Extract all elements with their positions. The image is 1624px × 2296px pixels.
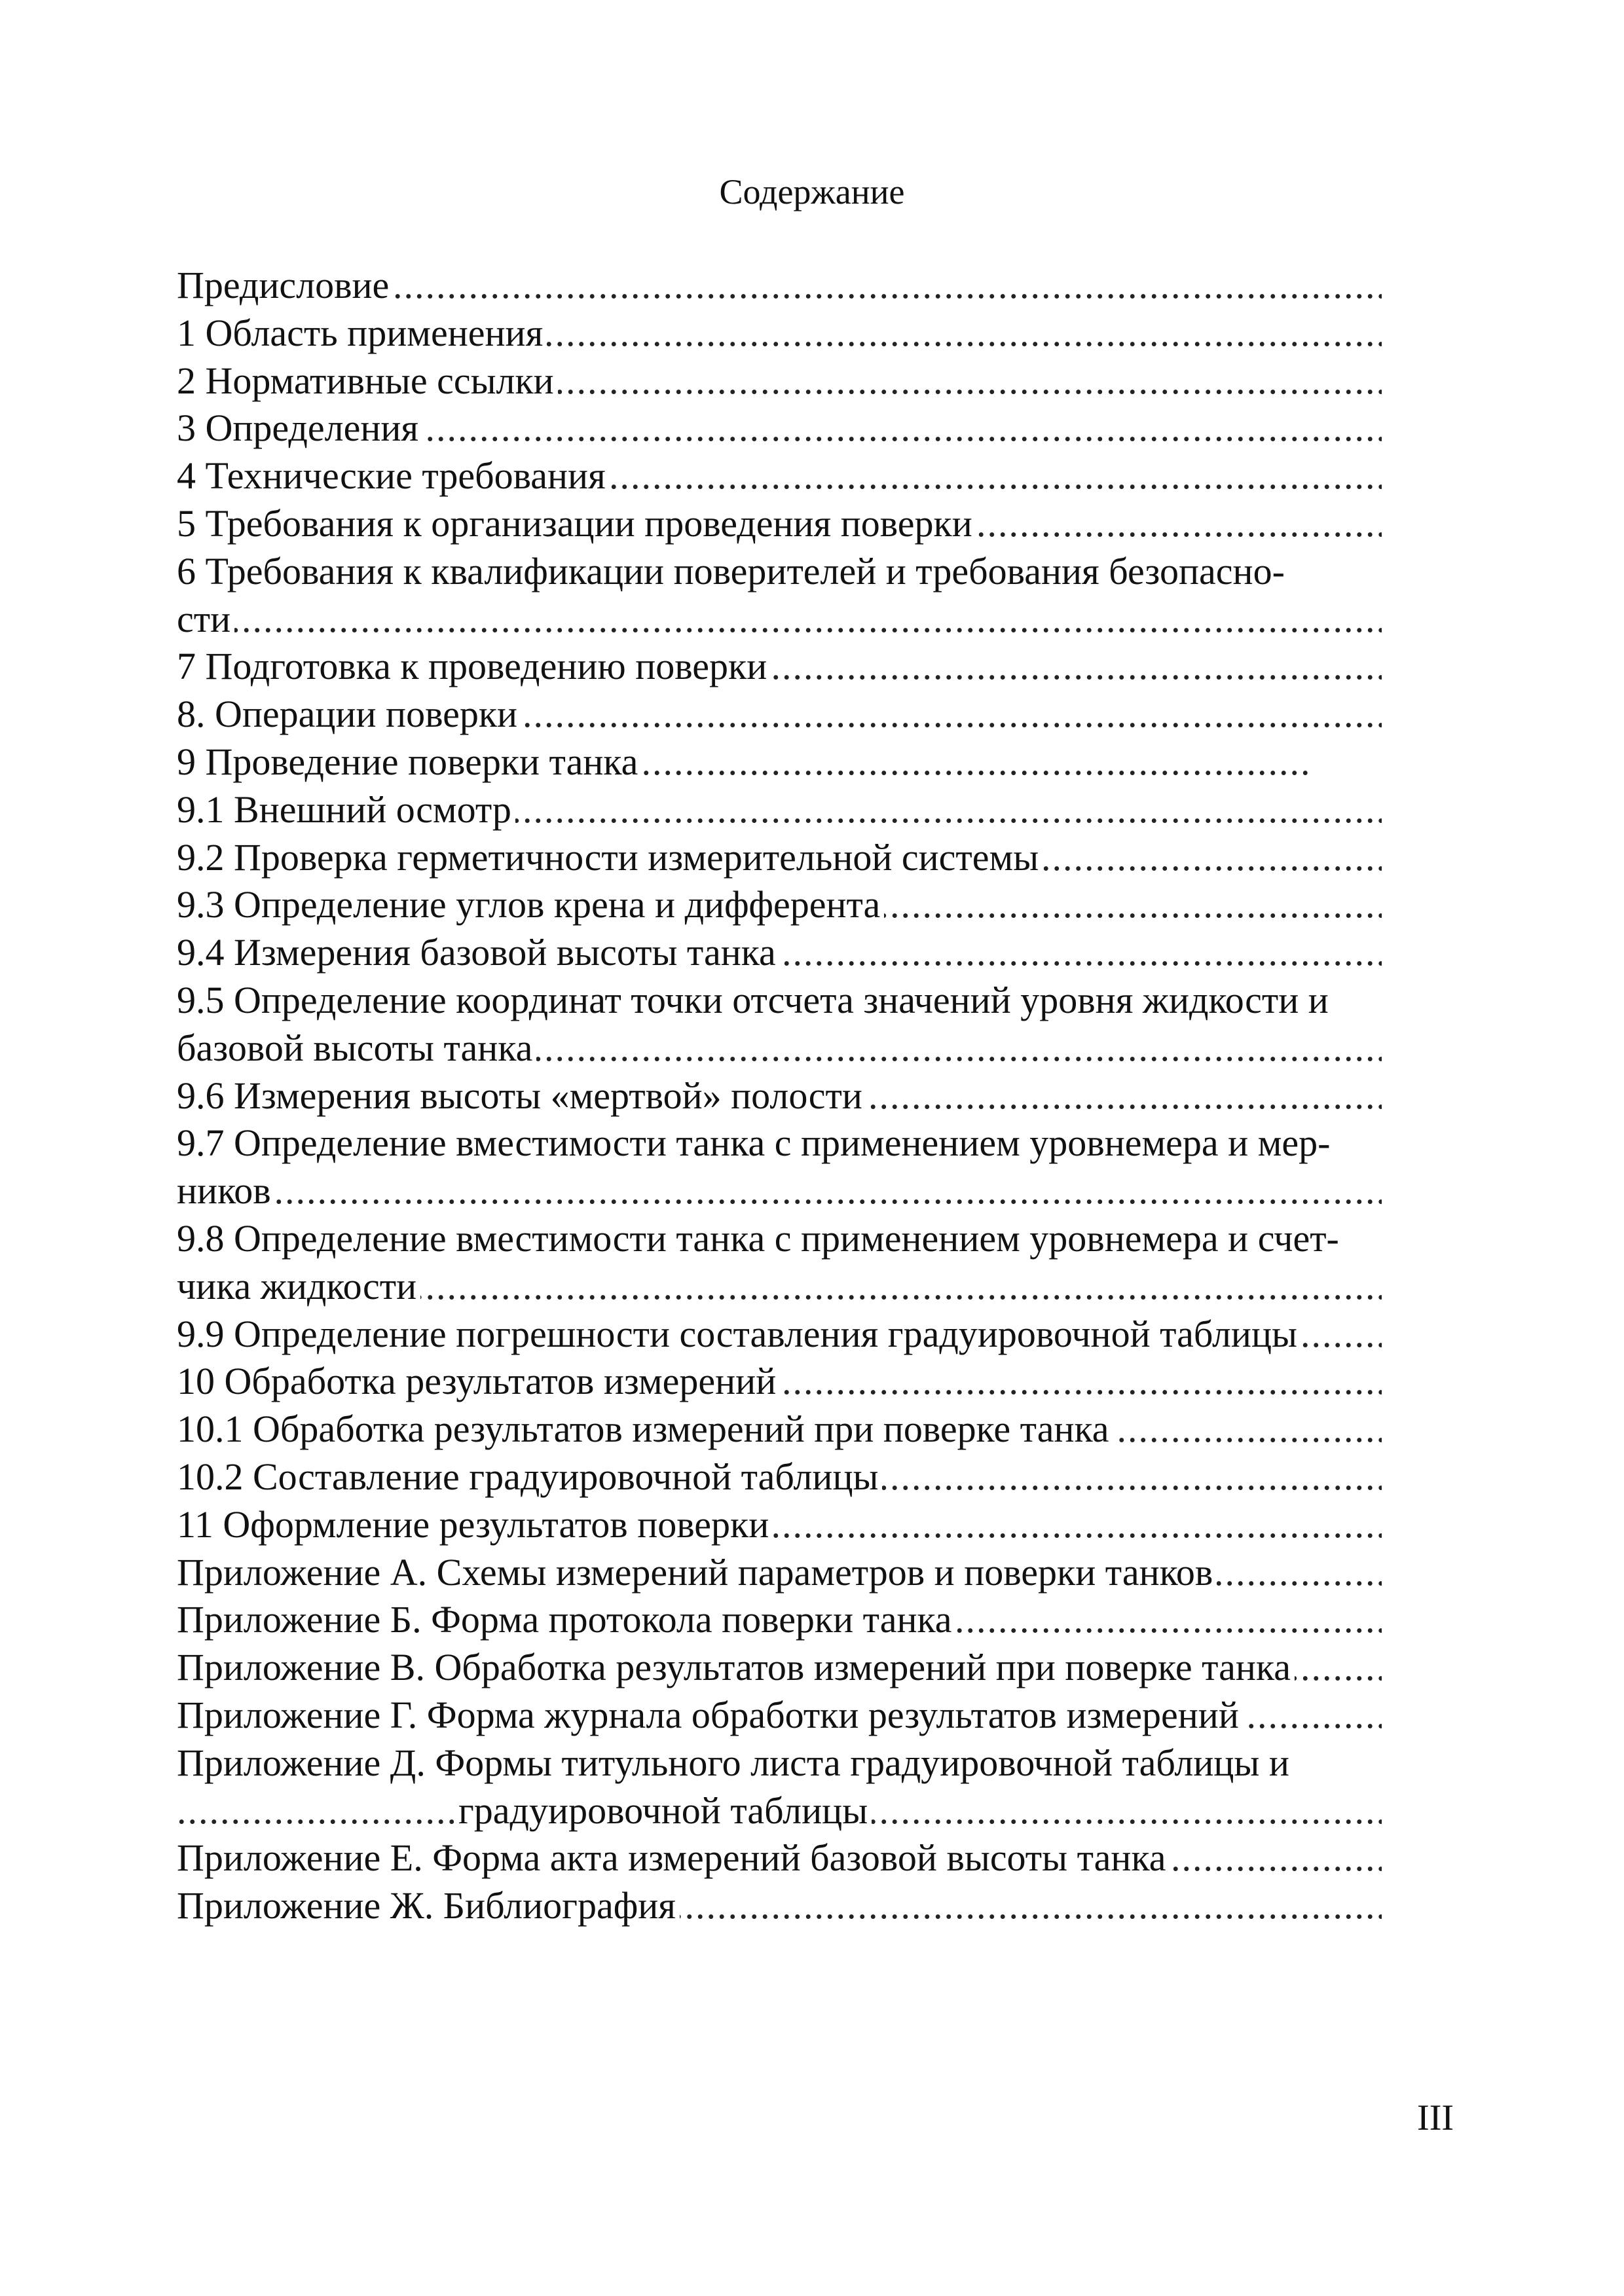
toc-entry-label: градуировочной таблицы xyxy=(458,1789,872,1832)
toc-entry-label: базовой высоты танка xyxy=(177,1027,536,1069)
table-of-contents xyxy=(177,262,1382,1930)
page-number: III xyxy=(1417,2098,1454,2138)
toc-entry[interactable] xyxy=(177,691,1382,738)
toc-entry-label: 7 Подготовка к проведению поверки xyxy=(177,645,771,687)
toc-entry[interactable] xyxy=(177,310,1382,357)
toc-entry[interactable] xyxy=(177,1120,1382,1167)
toc-entry[interactable] xyxy=(177,262,1382,310)
toc-entry[interactable] xyxy=(177,1311,1382,1358)
toc-entry-label: 10.1 Обработка результатов измерений при поверке танка xyxy=(177,1408,1113,1450)
toc-entry[interactable] xyxy=(177,738,1382,786)
toc-entry[interactable] xyxy=(177,452,1382,500)
toc-entry-label: Приложение Е. Форма акта измерений базовой высоты танка xyxy=(177,1836,1170,1879)
toc-entry-label: сти xyxy=(177,598,234,640)
toc-entry-label: 8. Операции поверки xyxy=(177,693,521,735)
toc-entry-label: 11 Оформление результатов поверки xyxy=(177,1503,773,1546)
toc-entry-label: 1 Область применения xyxy=(177,312,547,354)
toc-entry[interactable] xyxy=(177,1072,1382,1120)
toc-entry-label: 10.2 Составление градуировочной таблицы xyxy=(177,1455,882,1498)
toc-entry-label: Приложение Б. Форма протокола поверки танка xyxy=(177,1598,956,1641)
toc-entry[interactable] xyxy=(177,643,1382,691)
toc-entry-label: 10 Обработка результатов измерений xyxy=(177,1360,780,1402)
toc-entry-label: 9.1 Внешний осмотр xyxy=(177,788,515,831)
toc-entry-label: 3 Определения xyxy=(177,407,422,449)
toc-entry[interactable] xyxy=(177,1358,1382,1406)
toc-entry-label: 5 Требования к организации проведения поверки xyxy=(177,502,976,545)
toc-entry-label: 9.3 Определение углов крена и дифферента xyxy=(177,883,884,926)
toc-entry[interactable] xyxy=(177,786,1382,834)
toc-entry-label: 6 Требования к квалификации поверителей и требования безопасно- xyxy=(177,550,1289,592)
toc-entry[interactable] xyxy=(177,1215,1382,1263)
toc-entry-continuation[interactable] xyxy=(177,1263,1382,1311)
toc-entry-label: 9.4 Измерения базовой высоты танка xyxy=(177,931,780,974)
toc-entry[interactable] xyxy=(177,1644,1382,1692)
toc-entry[interactable] xyxy=(177,548,1382,596)
toc-entry-label: Приложение Г. Форма журнала обработки результатов измерений xyxy=(177,1694,1243,1736)
toc-entry[interactable] xyxy=(177,834,1382,882)
toc-entry-label: 9.5 Определение координат точки отсчета значений уровня жидкости и xyxy=(177,979,1333,1021)
toc-entry-label: Приложение В. Обработка результатов измерений при поверке танка xyxy=(177,1646,1295,1688)
toc-entry[interactable] xyxy=(177,1549,1382,1597)
toc-entry[interactable] xyxy=(177,929,1382,977)
toc-entry[interactable] xyxy=(177,500,1382,548)
toc-entry[interactable] xyxy=(177,1740,1382,1787)
dot-leader xyxy=(177,1167,1382,1215)
toc-entry-label: 2 Нормативные ссылки xyxy=(177,359,558,402)
toc-entry-label: Приложение А. Схемы измерений параметров и поверки танков xyxy=(177,1551,1217,1594)
toc-entry[interactable] xyxy=(177,1406,1382,1453)
toc-entry[interactable] xyxy=(177,1501,1382,1549)
toc-entry-label: 9.2 Проверка герметичности измерительной системы xyxy=(177,836,1043,879)
toc-entry[interactable] xyxy=(177,1882,1382,1930)
toc-entry-label: ников xyxy=(177,1169,275,1212)
page-title: Содержание xyxy=(719,172,905,211)
toc-entry-label: 9.9 Определение погрешности составления градуировочной таблицы xyxy=(177,1313,1301,1355)
toc-entry[interactable] xyxy=(177,1596,1382,1644)
toc-entry-continuation[interactable] xyxy=(177,1025,1382,1072)
toc-entry-label: 9.6 Измерения высоты «мертвой» полости xyxy=(177,1074,866,1117)
toc-entry[interactable] xyxy=(177,881,1382,929)
toc-entry[interactable] xyxy=(177,405,1382,452)
toc-entry-label: 9 Проведение поверки танка xyxy=(177,740,642,783)
toc-entry-continuation[interactable] xyxy=(177,596,1382,644)
toc-entry-label: Предисловие xyxy=(177,264,393,306)
toc-entry[interactable] xyxy=(177,1692,1382,1740)
toc-entry-label: 9.7 Определение вместимости танка с применением уровнемера и мер- xyxy=(177,1121,1334,1164)
dot-leader xyxy=(177,596,1382,644)
toc-entry-continuation[interactable] xyxy=(177,1787,1382,1835)
toc-entry-label: чика жидкости xyxy=(177,1265,420,1307)
toc-entry-label: 4 Технические требования xyxy=(177,454,610,497)
toc-entry-label: Приложение Д. Формы титульного листа градуировочной таблицы и xyxy=(177,1741,1293,1784)
toc-entry[interactable] xyxy=(177,1453,1382,1501)
toc-entry[interactable] xyxy=(177,357,1382,405)
toc-entry-label: 9.8 Определение вместимости танка с применением уровнемера и счет- xyxy=(177,1217,1343,1260)
toc-entry[interactable] xyxy=(177,1834,1382,1882)
toc-entry[interactable] xyxy=(177,977,1382,1025)
toc-entry-label: Приложение Ж. Библиография xyxy=(177,1884,680,1927)
toc-entry-continuation[interactable] xyxy=(177,1167,1382,1215)
